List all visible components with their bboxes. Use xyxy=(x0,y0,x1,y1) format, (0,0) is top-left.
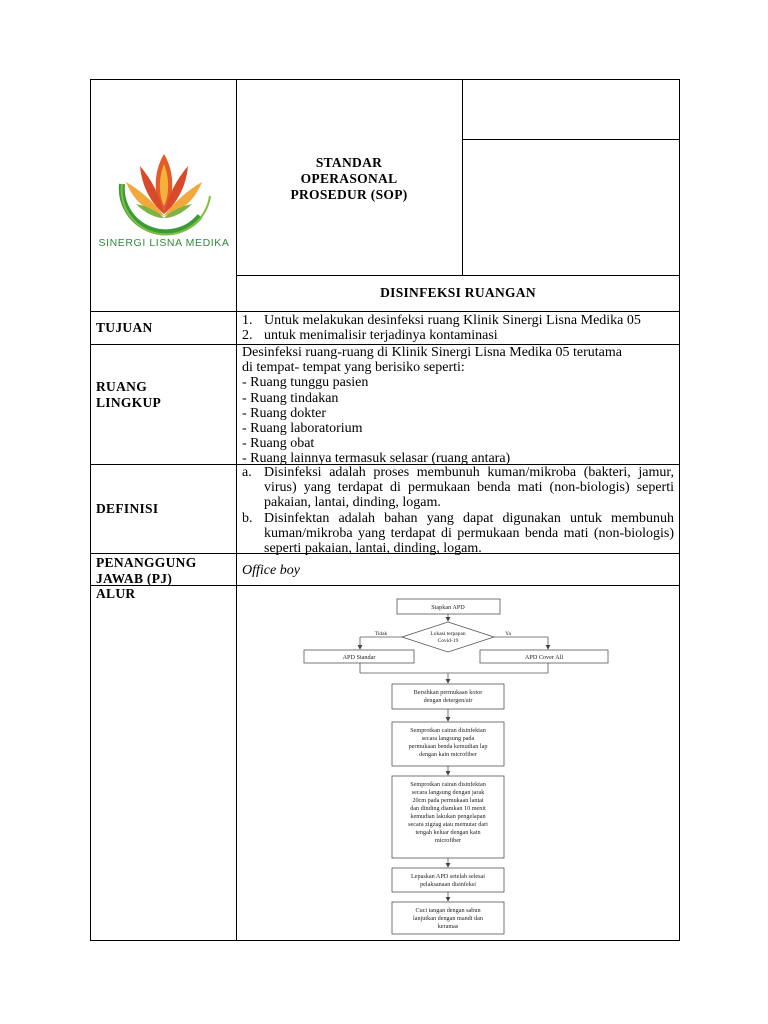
flow-no-label: Tidak xyxy=(374,631,388,637)
svg-text:keramas: keramas xyxy=(437,923,459,930)
flow-yes-label: Ya xyxy=(505,631,511,637)
svg-text:dan dinding diamkan 10 menit: dan dinding diamkan 10 menit xyxy=(410,805,486,812)
list-item: 1. Untuk melakukan desinfeksi ruang Klinik Sinergi Lisna Medika 05 xyxy=(242,313,641,328)
svg-text:Lepaskan APD setelah selesai: Lepaskan APD setelah selesai xyxy=(410,873,486,880)
definisi-label: DEFINISI xyxy=(96,501,159,516)
svg-text:Semprotkan cairan disinfektan: Semprotkan cairan disinfektan xyxy=(410,727,486,734)
penanggung-jawab-value: Office boy xyxy=(242,563,300,578)
tujuan-content xyxy=(242,313,674,343)
flow-decision xyxy=(402,622,494,652)
flowchart xyxy=(236,587,680,941)
svg-text:pelaksanaan disinfeksi: pelaksanaan disinfeksi xyxy=(420,881,476,888)
logo-text: SINERGI LISNA MEDIKA xyxy=(98,237,230,249)
svg-text:Covid-19: Covid-19 xyxy=(437,638,459,644)
svg-text:permukaan benda kemudian lap: permukaan benda kemudian lap xyxy=(408,743,488,750)
ruang-lingkup-content: Desinfeksi ruang-ruang di Klinik Sinergi Lisna Medika 05 terutama di tempat- tempat yang berisiko seperti: - Ruang tunggu pasien - Ruang tindakan - Ruang dokter - Ruang laboratorium - Ruang obat - Ruang lainnya termasuk selasar (ruang antara) xyxy=(242,345,622,467)
svg-text:Cuci tangan dengan sabun: Cuci tangan dengan sabun xyxy=(415,907,481,914)
list-item: b. Disinfektan adalah bahan yang dapat digunakan untuk membunuh kuman/mikroba yang terdapat di permukaan benda mati (non-biologis) seperti pakaian, lantai, dinding, logam. xyxy=(242,510,674,557)
flowchart-diagram xyxy=(236,587,680,941)
svg-text:lanjutkan dengan mandi dan: lanjutkan dengan mandi dan xyxy=(413,915,483,922)
svg-text:20cm pada permukaan lantai: 20cm pada permukaan lantai xyxy=(412,797,484,804)
penanggung-jawab-label: PENANGGUNG JAWAB (PJ) xyxy=(96,555,197,586)
svg-text:secara zigzag atau memutar dar: secara zigzag atau memutar dari xyxy=(408,821,488,828)
alur-label: ALUR xyxy=(96,586,136,601)
flow-step4-box xyxy=(392,868,504,892)
svg-text:tengah keluar dengan kain: tengah keluar dengan kain xyxy=(415,829,481,836)
svg-text:Lokasi terpapan: Lokasi terpapan xyxy=(430,631,466,637)
svg-text:dengan kain microfiber: dengan kain microfiber xyxy=(419,751,477,758)
list-item: 2. untuk menimalisir terjadinya kontaminasi xyxy=(242,328,498,344)
document-title: STANDAR OPERASONAL PROSEDUR (SOP) xyxy=(290,155,408,202)
flow-left-branch-text: APD Standar xyxy=(342,654,376,661)
svg-text:secara langsung dengan jarak: secara langsung dengan jarak xyxy=(411,789,485,796)
svg-text:secara langsung pada: secara langsung pada xyxy=(421,735,475,742)
definisi-content xyxy=(242,465,674,556)
list-item: a. Disinfeksi adalah proses membunuh kuman/mikroba (bakteri, jamur, virus) yang terdapat di permukaan benda mati (non-biologis) seperti pakaian, lantai, dinding, logam. xyxy=(242,465,674,511)
ruang-lingkup-label: RUANG LINGKUP xyxy=(96,379,162,410)
document-subject: DISINFEKSI RUANGAN xyxy=(380,285,536,300)
clinic-logo xyxy=(92,144,236,256)
flow-start-text: Siapkan APD xyxy=(431,604,465,611)
svg-text:microfiber: microfiber xyxy=(434,837,462,844)
svg-text:dengan detergen/air: dengan detergen/air xyxy=(423,697,473,704)
svg-text:kemudian lakukan pengelapan: kemudian lakukan pengelapan xyxy=(410,813,486,820)
lotus-logo-icon xyxy=(92,144,236,256)
tujuan-label: TUJUAN xyxy=(96,320,153,335)
svg-text:Bersihkan permukaan kotor: Bersihkan permukaan kotor xyxy=(413,689,483,696)
sop-document xyxy=(90,79,680,941)
svg-text:Semprotkan cairan disinfektan: Semprotkan cairan disinfektan xyxy=(410,781,486,788)
flow-right-branch-text: APD Cover All xyxy=(524,654,564,661)
